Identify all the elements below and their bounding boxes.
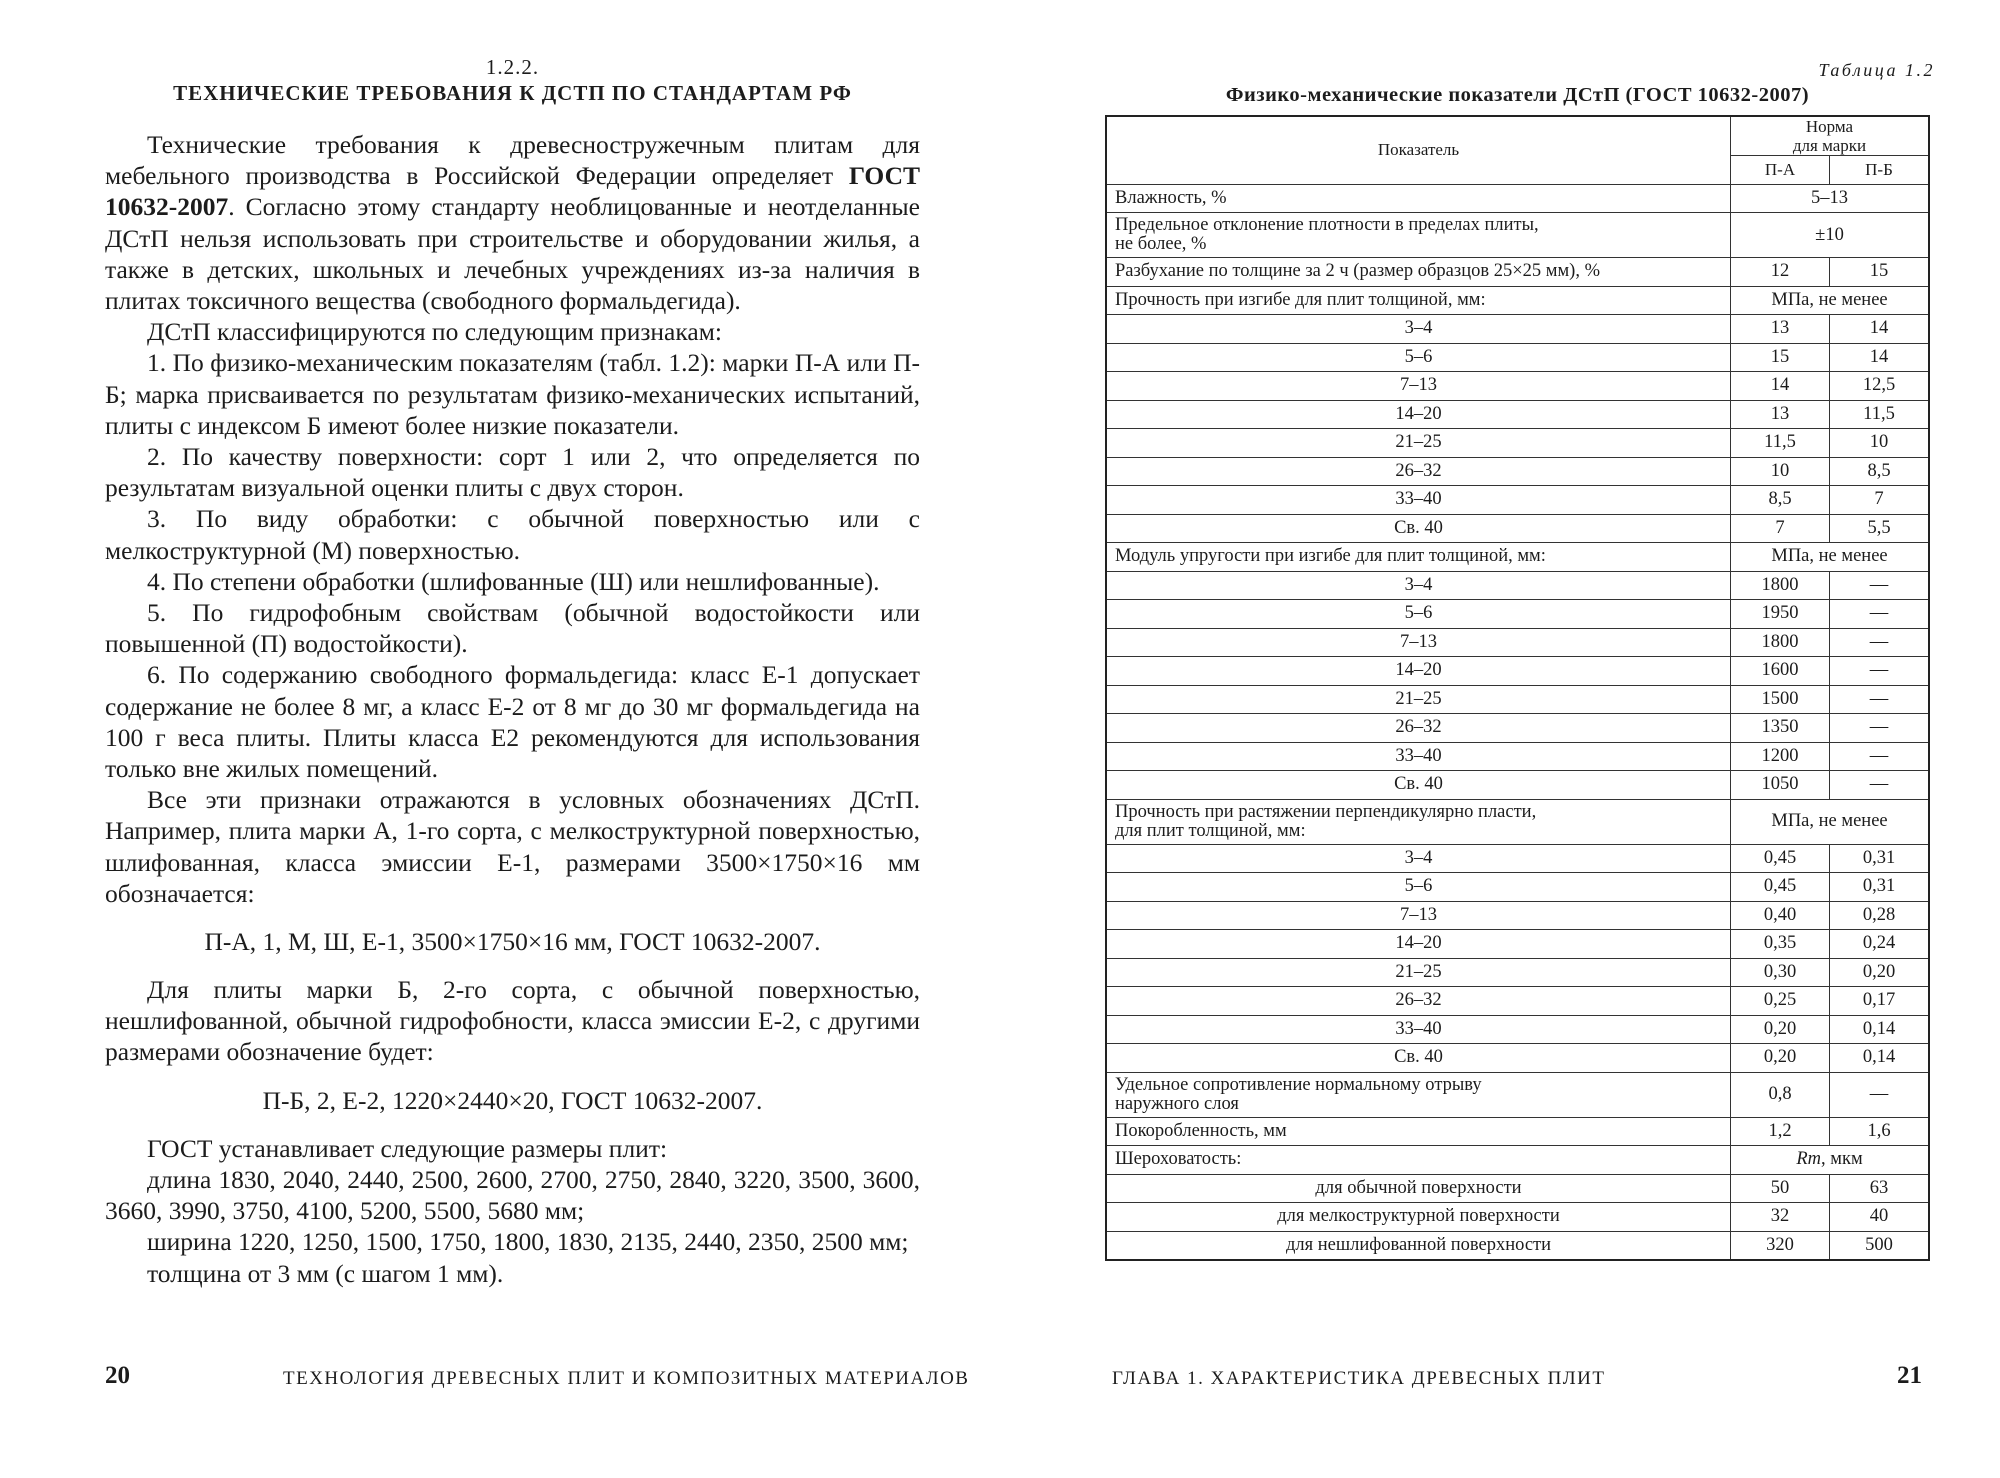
row-label: Св. 40	[1106, 1044, 1731, 1073]
cell-pa: 0,20	[1731, 1044, 1830, 1073]
table-row	[1106, 1146, 1929, 1175]
table-row	[1106, 1015, 1929, 1044]
row-label: 26–32	[1106, 714, 1731, 743]
section-title: ТЕХНИЧЕСКИЕ ТРЕБОВАНИЯ К ДСТП ПО СТАНДАРТАМ РФ	[173, 81, 852, 105]
roughness-unit: , мкм	[1821, 1149, 1863, 1170]
density-label-line1: Предельное отклонение плотности в пределах плиты,	[1115, 215, 1539, 235]
header-pa: П-А	[1731, 156, 1830, 185]
tensile-rows	[1106, 844, 1929, 1072]
table-row	[1106, 657, 1929, 686]
left-page	[105, 55, 920, 1289]
table-row	[1106, 571, 1929, 600]
tensile-label-line1: Прочность при растяжении перпендикулярно пласти,	[1115, 801, 1537, 822]
table-row	[1106, 901, 1929, 930]
table-row	[1106, 258, 1929, 287]
cell-pa: 0,40	[1731, 901, 1830, 930]
row-label	[1106, 213, 1731, 258]
group-label	[1106, 799, 1731, 844]
modulus-rows	[1106, 571, 1929, 799]
cell-pa: 50	[1731, 1174, 1830, 1203]
group-label: Модуль упругости при изгибе для плит толщиной, мм:	[1106, 543, 1731, 572]
table-title: Физико-механические показатели ДСтП (ГОСТ 10632-2007)	[1225, 84, 1810, 106]
table-row	[1106, 400, 1929, 429]
row-label: 26–32	[1106, 987, 1731, 1016]
cell-pa: 0,25	[1731, 987, 1830, 1016]
cell-pb: 0,17	[1830, 987, 1930, 1016]
header-norm	[1731, 116, 1930, 156]
cell-pb: —	[1830, 600, 1930, 629]
row-label: 33–40	[1106, 1015, 1731, 1044]
row-label: 3–4	[1106, 571, 1731, 600]
cell-pa: 1050	[1731, 771, 1830, 800]
row-label: Св. 40	[1106, 771, 1731, 800]
cell-pb: —	[1830, 657, 1930, 686]
cell-pa: 10	[1731, 457, 1830, 486]
density-label-line2: не более, %	[1115, 234, 1207, 254]
header-indicator: Показатель	[1106, 116, 1731, 184]
cell-pa: 1,2	[1731, 1117, 1830, 1146]
row-label: 21–25	[1106, 429, 1731, 458]
cell-pa: 0,8	[1731, 1072, 1830, 1117]
intro-text-start: Технические требования к древесностружечным плитам для мебельного производства в Российской Федерации определяет	[105, 130, 920, 191]
cell-pa: 7	[1731, 514, 1830, 543]
cell-pb: —	[1830, 571, 1930, 600]
row-label: 7–13	[1106, 901, 1731, 930]
cell-pa: 1350	[1731, 714, 1830, 743]
cell-pb: 0,14	[1830, 1015, 1930, 1044]
designation-paragraph-2: Для плиты марки Б, 2-го сорта, с обычной поверхностью, нешлифованной, обычной гидрофобности, класса эмиссии Е-2, с другими размерами обозначение будет:	[105, 975, 920, 1067]
row-label: 5–6	[1106, 873, 1731, 902]
right-page	[1105, 58, 1935, 1261]
table-row	[1106, 372, 1929, 401]
cell-pa: 8,5	[1731, 486, 1830, 515]
table-row	[1106, 873, 1929, 902]
sizes-intro: ГОСТ устанавливает следующие размеры плит:	[147, 1133, 668, 1163]
row-label: 3–4	[1106, 315, 1731, 344]
table-row	[1106, 457, 1929, 486]
table-row	[1106, 714, 1929, 743]
row-label	[1106, 1072, 1731, 1117]
table-row	[1106, 286, 1929, 315]
table-row	[1106, 429, 1929, 458]
table-header-row	[1106, 116, 1929, 156]
row-label: для нешлифованной поверхности	[1106, 1231, 1731, 1260]
cell-pa: 0,20	[1731, 1015, 1830, 1044]
cell-pb: 14	[1830, 315, 1930, 344]
footer-right: ГЛАВА 1. ХАРАКТЕРИСТИКА ДРЕВЕСНЫХ ПЛИТ	[1112, 1368, 1606, 1389]
cell-pa: 1600	[1731, 657, 1830, 686]
list-item: 6. По содержанию свободного формальдегида: класс Е-1 допускает содержание не более 8 мг, а класс Е-2 от 8 мг до 30 мг формальдегида на 100 г веса плиты. Плиты класса Е2 рекомендуются для использования только вне жилых помещений.	[105, 660, 920, 784]
intro-gost-bold: ГОСТ 10632-2007	[105, 161, 920, 222]
footer-left: ТЕХНОЛОГИЯ ДРЕВЕСНЫХ ПЛИТ И КОМПОЗИТНЫХ МАТЕРИАЛОВ	[283, 1368, 970, 1389]
formula-2: П-Б, 2, Е-2, 1220×2440×20, ГОСТ 10632-2007.	[262, 1085, 763, 1115]
cell-pb: —	[1830, 628, 1930, 657]
resistance-label-line2: наружного слоя	[1115, 1093, 1239, 1114]
table-row	[1106, 1117, 1929, 1146]
list-item: 5. По гидрофобным свойствам (обычной водостойкости или повышенной (П) водостойкости).	[105, 598, 920, 659]
group-unit: МПа, не менее	[1731, 799, 1930, 844]
intro-text-end: . Согласно этому стандарту необлицованные и неотделанные ДСтП нельзя использовать при строительстве и оборудовании жилья, а также в детских, школьных и лечебных учреждениях из-за наличия в плитах токсичного вещества (свободного формальдегида).	[105, 192, 920, 316]
row-label: 33–40	[1106, 486, 1731, 515]
intro-paragraph	[105, 129, 920, 316]
table-row	[1106, 799, 1929, 844]
cell-pb: 63	[1830, 1174, 1930, 1203]
table-row	[1106, 685, 1929, 714]
cell-pa: 0,45	[1731, 873, 1830, 902]
cell-pa: 0,30	[1731, 958, 1830, 987]
list-item: 2. По качеству поверхности: сорт 1 или 2, что определяется по результатам визуальной оценки плиты с двух сторон.	[105, 442, 920, 503]
row-label: Влажность, %	[1106, 184, 1731, 213]
row-label: 14–20	[1106, 930, 1731, 959]
row-label: 14–20	[1106, 657, 1731, 686]
cell-pb: 10	[1830, 429, 1930, 458]
cell-pb: 0,24	[1830, 930, 1930, 959]
row-value: ±10	[1731, 213, 1930, 258]
cell-pb: 8,5	[1830, 457, 1930, 486]
tensile-label-line2: для плит толщиной, мм:	[1115, 820, 1306, 841]
group-label: Прочность при изгибе для плит толщиной, мм:	[1106, 286, 1731, 315]
cell-pa: 0,45	[1731, 844, 1830, 873]
row-label: Покоробленность, мм	[1106, 1117, 1731, 1146]
cell-pa: 32	[1731, 1203, 1830, 1232]
cell-pa: 12	[1731, 258, 1830, 287]
row-label: 21–25	[1106, 958, 1731, 987]
list-item: 1. По физико-механическим показателям (табл. 1.2): марки П-А или П-Б; марка присваивается по результатам физико-механических испытаний, плиты с индексом Б имеют более низкие показатели.	[105, 348, 920, 440]
resistance-label-line1: Удельное сопротивление нормальному отрыву	[1115, 1074, 1482, 1095]
cell-pb: 0,14	[1830, 1044, 1930, 1073]
list-item: 4. По степени обработки (шлифованные (Ш) или нешлифованные).	[147, 566, 880, 596]
cell-pb: 0,31	[1830, 844, 1930, 873]
header-norm-line1: Норма	[1805, 117, 1854, 136]
cell-pa: 11,5	[1731, 429, 1830, 458]
header-norm-line2: для марки	[1792, 136, 1867, 155]
page-number-right: 21	[1897, 1362, 1922, 1389]
cell-pa: 1200	[1731, 742, 1830, 771]
cell-pb: 500	[1830, 1231, 1930, 1260]
roughness-rows	[1106, 1174, 1929, 1260]
sizes-thickness: толщина от 3 мм (с шагом 1 мм).	[147, 1258, 504, 1288]
table-caption: Таблица 1.2	[1818, 60, 1935, 80]
table-row	[1106, 742, 1929, 771]
cell-pa: 13	[1731, 400, 1830, 429]
list-item: 3. По виду обработки: с обычной поверхностью или с мелкоструктурной (М) поверхностью.	[105, 504, 920, 565]
row-label: 14–20	[1106, 400, 1731, 429]
cell-pa: 320	[1731, 1231, 1830, 1260]
row-label: 5–6	[1106, 600, 1731, 629]
group-unit: МПа, не менее	[1731, 543, 1930, 572]
cell-pb: 1,6	[1830, 1117, 1930, 1146]
table-row	[1106, 1072, 1929, 1117]
row-label: 7–13	[1106, 628, 1731, 657]
bending-rows	[1106, 315, 1929, 543]
row-label: Св. 40	[1106, 514, 1731, 543]
page-number-left: 20	[105, 1362, 130, 1389]
cell-pa: 1800	[1731, 628, 1830, 657]
row-label: 5–6	[1106, 343, 1731, 372]
cell-pb: 0,20	[1830, 958, 1930, 987]
table-row	[1106, 1231, 1929, 1260]
section-number: 1.2.2.	[485, 55, 540, 79]
designation-paragraph: Все эти признаки отражаются в условных обозначениях ДСтП. Например, плита марки А, 1-го сорта, с мелкоструктурной поверхностью, шлифованная, класса эмиссии Е-1, размерами 3500×1750×16 мм обозначается:	[105, 785, 920, 908]
table-row	[1106, 628, 1929, 657]
cell-pa: 15	[1731, 343, 1830, 372]
row-label: 3–4	[1106, 844, 1731, 873]
row-label: 21–25	[1106, 685, 1731, 714]
table-row	[1106, 1174, 1929, 1203]
row-label: 33–40	[1106, 742, 1731, 771]
cell-pb: —	[1830, 742, 1930, 771]
cell-pb: 15	[1830, 258, 1930, 287]
table-row	[1106, 987, 1929, 1016]
cell-pb: —	[1830, 771, 1930, 800]
table-row	[1106, 771, 1929, 800]
cell-pa: 1500	[1731, 685, 1830, 714]
table-row	[1106, 213, 1929, 258]
cell-pb: 7	[1830, 486, 1930, 515]
cell-pb: 0,28	[1830, 901, 1930, 930]
cell-pb: 14	[1830, 343, 1930, 372]
cell-pa: 1950	[1731, 600, 1830, 629]
cell-pa: 1800	[1731, 571, 1830, 600]
group-unit: МПа, не менее	[1731, 286, 1930, 315]
cell-pa: 13	[1731, 315, 1830, 344]
properties-table	[1105, 115, 1930, 1261]
table-row	[1106, 930, 1929, 959]
cell-pb: —	[1830, 1072, 1930, 1117]
table-row	[1106, 1203, 1929, 1232]
sizes-width: ширина 1220, 1250, 1500, 1750, 1800, 1830, 2135, 2440, 2350, 2500 мм;	[147, 1227, 909, 1257]
cell-pb: 12,5	[1830, 372, 1930, 401]
formula-1: П-А, 1, М, Ш, Е-1, 3500×1750×16 мм, ГОСТ 10632-2007.	[204, 927, 821, 957]
cell-pb: 11,5	[1830, 400, 1930, 429]
table-row	[1106, 486, 1929, 515]
cell-pb: 0,31	[1830, 873, 1930, 902]
table-row	[1106, 184, 1929, 213]
sizes-length: длина 1830, 2040, 2440, 2500, 2600, 2700, 2750, 2840, 3220, 3500, 3600, 3660, 3990, 3750, 4100, 5200, 5500, 5680 мм;	[105, 1164, 920, 1226]
cell-pa: 14	[1731, 372, 1830, 401]
row-label: 7–13	[1106, 372, 1731, 401]
table-row	[1106, 1044, 1929, 1073]
table-row	[1106, 844, 1929, 873]
table-row	[1106, 600, 1929, 629]
classify-paragraph: ДСтП классифицируются по следующим признакам:	[147, 317, 722, 347]
cell-pb: —	[1830, 685, 1930, 714]
row-label: для мелкоструктурной поверхности	[1106, 1203, 1731, 1232]
table-row	[1106, 543, 1929, 572]
cell-pb: —	[1830, 714, 1930, 743]
row-value: 5–13	[1731, 184, 1930, 213]
cell-pb: 5,5	[1830, 514, 1930, 543]
row-label: Разбухание по толщине за 2 ч (размер образцов 25×25 мм), %	[1106, 258, 1731, 287]
row-label: 26–32	[1106, 457, 1731, 486]
cell-pb: 40	[1830, 1203, 1930, 1232]
row-label: для обычной поверхности	[1106, 1174, 1731, 1203]
table-row	[1106, 514, 1929, 543]
group-unit	[1731, 1146, 1930, 1175]
header-pb: П-Б	[1830, 156, 1930, 185]
table-row	[1106, 315, 1929, 344]
group-label: Шероховатость:	[1106, 1146, 1731, 1175]
roughness-symbol: Rm	[1796, 1149, 1821, 1170]
cell-pa: 0,35	[1731, 930, 1830, 959]
table-row	[1106, 958, 1929, 987]
table-row	[1106, 343, 1929, 372]
